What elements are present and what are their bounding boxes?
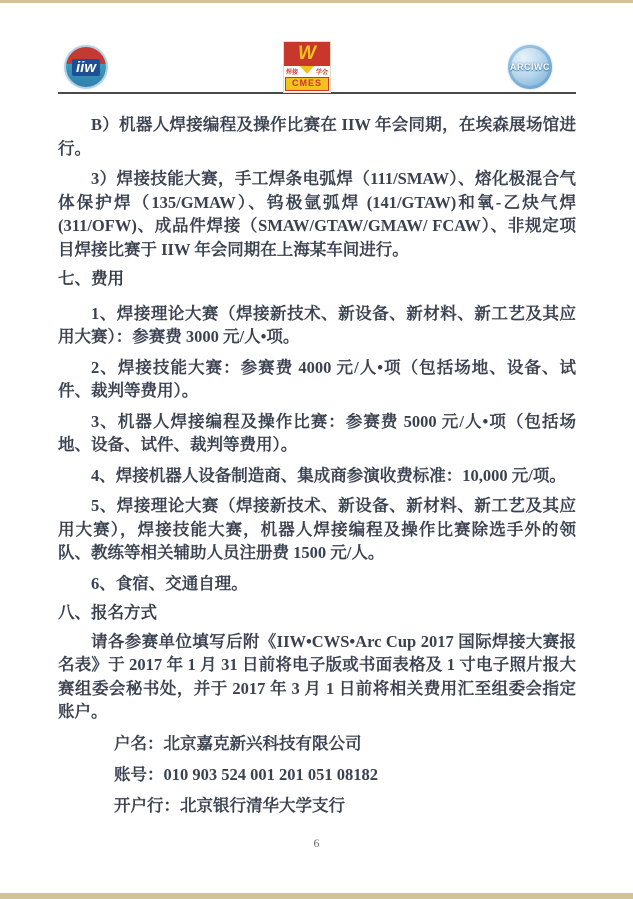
fee-item: 4、焊接机器人设备制造商、集成商参演收费标准：10,000 元/项。 <box>91 465 566 485</box>
fee-item: 1、焊接理论大赛（焊接新技术、新设备、新材料、新工艺及其应用大赛）：参赛费 3000 元/人•项。 <box>58 303 576 346</box>
arciwc-logo-text: ARCIWC <box>510 62 550 72</box>
registration-intro: 请各参赛单位填写后附《IIW•CWS•Arc Cup 2017 国际焊接大赛报名表》于 2017 年 1 月 31 日前将电子版或书面表格及 1 寸电子照片报大赛组委会秘书处，并于 2017 年 3 月 1 日前将相关费用汇至组委会指定账户。 <box>58 631 576 721</box>
section-heading-registration: 八、报名方式 <box>58 604 157 622</box>
account-number-line: 账号：010 903 524 001 201 051 08182 <box>114 764 378 784</box>
paragraph-item-b: B）机器人焊接编程及操作比赛在 IIW 年会同期，在埃森展场馆进行。 <box>58 115 576 158</box>
document-body <box>58 113 576 817</box>
cmes-logo <box>284 42 330 92</box>
section-heading-fees: 七、费用 <box>58 270 124 288</box>
cmes-left-text: 焊接 <box>286 69 299 76</box>
fee-item: 5、焊接理论大赛（焊接新技术、新设备、新材料、新工艺及其应用大赛），焊接技能大赛，机器人焊接编程及操作比赛除选手外的领队、教练等相关辅助人员注册费 1500 元/人。 <box>58 496 576 562</box>
cmes-acronym: CMES <box>285 77 329 91</box>
page-content <box>58 42 576 825</box>
cmes-right-text: 学会 <box>315 69 328 76</box>
account-info <box>58 732 576 818</box>
account-holder-line: 户名：北京嘉克新兴科技有限公司 <box>114 733 362 753</box>
fee-item: 3、机器人焊接编程及操作比赛：参赛费 5000 元/人•项（包括场地、设备、试件、裁判等费用）。 <box>58 411 576 454</box>
fee-item: 6、食宿、交通自理。 <box>91 573 248 593</box>
page-edge-bottom <box>0 893 633 899</box>
cmes-w-mark: W <box>284 42 330 66</box>
arciwc-logo <box>508 45 552 89</box>
header-logo-row <box>58 42 576 92</box>
page-number: 6 <box>313 836 320 850</box>
account-bank-line: 开户行：北京银行清华大学支行 <box>114 795 345 815</box>
page-edge-top <box>0 0 633 3</box>
iiw-logo <box>66 47 106 87</box>
paragraph-item-3: 3）焊接技能大赛，手工焊条电弧焊（111/SMAW）、熔化极混合气体保护焊（135/GMAW）、钨极氩弧焊 (141/GTAW)和氧-乙炔气焊(311/OFW)、成品件焊接（SMAW/GTAW/GMAW/ FCAW）、非规定项目焊接比赛于 IIW 年会同期在上海某车间进行。 <box>58 169 576 259</box>
fee-item: 2、焊接技能大赛：参赛费 4000 元/人•项（包括场地、设备、试件、裁判等费用）。 <box>58 357 576 400</box>
iiw-logo-text: iiw <box>72 59 100 76</box>
header-divider <box>58 92 576 94</box>
